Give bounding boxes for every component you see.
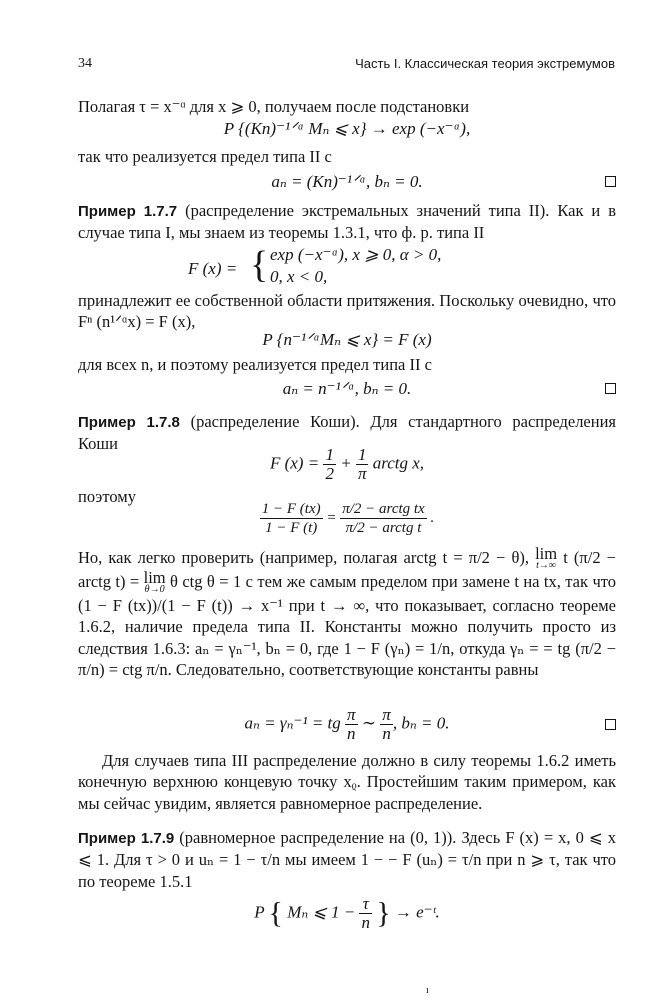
- qed-box: [605, 176, 616, 187]
- arctg-term: arctg x,: [372, 453, 425, 473]
- denominator: 2: [325, 464, 334, 483]
- stray-mark: ı: [426, 985, 429, 996]
- proof-text-b: t (π/2 − arctg t) =: [78, 548, 616, 591]
- uniform-rhs: → e⁻ᵗ.: [394, 902, 440, 922]
- paragraph-all-n: для всех n, и поэтому реализуется предел типа II с: [78, 355, 432, 374]
- formula-cauchy-constants: [78, 706, 616, 743]
- qed-box: [605, 383, 616, 394]
- example-text: (равномерное распределение на (0, 1)). Здесь F (x) = x, 0 ⩽ x ⩽ 1. Для τ > 0 и uₙ = 1 − τ/n мы имеем 1 − − F (uₙ) = τ/n при n ⩾ τ, так что по теореме 1.5.1: [78, 828, 616, 891]
- cdf-case-2: 0, x < 0,: [270, 267, 328, 286]
- lim-subscript: t→∞: [536, 560, 557, 571]
- qed-box: [605, 719, 616, 730]
- left-brace: {: [268, 896, 283, 930]
- equals-sign: =: [326, 509, 337, 526]
- numerator: π/2 − arctg tx: [342, 501, 425, 517]
- numerator: 1: [356, 446, 369, 465]
- formula-cauchy-cdf: [78, 446, 616, 483]
- limit-t-infinity: [535, 544, 558, 571]
- paragraph-intro: Полагая τ = x⁻ᵅ для x ⩾ 0, получаем после подстановки: [78, 97, 470, 116]
- cdf-case-1: exp (−x⁻ᵅ), x ⩾ 0, α > 0,: [270, 245, 442, 264]
- example-1-7-9: [78, 827, 616, 892]
- constants-lhs: aₙ = γₙ⁻¹ = tg: [244, 713, 341, 733]
- numerator: 1: [325, 445, 334, 464]
- denominator: π/2 − arctg t: [345, 520, 422, 536]
- lim-label: lim: [143, 568, 166, 587]
- proof-text-a: Но, как легко проверить (например, полагая arctg t = π/2 − θ),: [78, 548, 529, 567]
- example-1-7-7: [78, 200, 616, 244]
- fraction-pi-over-n-2: [380, 706, 393, 743]
- left-brace: {: [250, 244, 269, 286]
- asymptotic-sign: ∼: [361, 713, 377, 733]
- plus-sign: +: [340, 453, 352, 473]
- denominator: 1 − F (t): [265, 520, 318, 536]
- paragraph-limit-type2: так что реализуется предел типа II с: [78, 147, 332, 166]
- constants-rhs: , bₙ = 0.: [392, 713, 450, 733]
- formula-limit-distribution: P {(Kn)⁻¹ᐟᵅ Mₙ ⩽ x} → exp (−x⁻ᵅ),: [223, 119, 471, 138]
- numerator: π: [347, 705, 356, 724]
- example-label: Пример 1.7.9: [78, 830, 175, 847]
- limit-theta-zero: [143, 568, 166, 595]
- fraction-one-over-pi: [356, 446, 369, 483]
- denominator: n: [361, 913, 370, 932]
- lim-subscript: θ→0: [144, 584, 165, 595]
- paragraph-therefore: поэтому: [78, 487, 136, 506]
- proof-text-c: θ ctg θ = 1 с тем же самым пределом при замене t на tx, так что (1 − F (tx))/(1 − F (t)) → x⁻¹ при t → ∞, что показывает, согласно теореме 1.6.2, наличие предела типа II. Константы можно получить просто из следствия 1.6.3: aₙ = γₙ⁻¹, bₙ = 0, где 1 − F (γₙ) = 1/n, откуда γₙ = = tg (π/2 − π/n) = ctg π/n. Следовательно, соответствующие константы равны: [78, 572, 616, 679]
- example-label: Пример 1.7.8: [78, 414, 180, 431]
- fraction-tail-ratio: [260, 500, 323, 537]
- example-text: (распределение экстремальных значений типа II). Как и в случае типа I, мы знаем из теоремы 1.3.1, что ф. р. типа II: [78, 201, 617, 243]
- formula-tail-ratio: [78, 500, 616, 537]
- formula-constants-2: aₙ = n⁻¹ᐟᵅ, bₙ = 0.: [282, 379, 412, 398]
- uniform-lhs: Mₙ ⩽ 1 −: [287, 902, 356, 922]
- denominator: π: [357, 464, 367, 483]
- formula-uniform-limit: [78, 895, 616, 932]
- paragraph-domain-attraction: принадлежит ее собственной области притяжения. Поскольку очевидно, что Fⁿ (n¹ᐟᵅx) = F (x),: [78, 291, 616, 332]
- numerator: π: [382, 705, 391, 724]
- numerator: 1 − F (tx): [261, 501, 321, 517]
- cdf-lhs: F (x) =: [269, 453, 320, 473]
- formula-constants-1: aₙ = (Kn)⁻¹ᐟᵅ, bₙ = 0.: [271, 172, 423, 191]
- running-head: Часть I. Классическая теория экстремумов: [355, 56, 615, 71]
- fraction-pi-over-n: [345, 706, 358, 743]
- fraction-half: [323, 446, 336, 483]
- denominator: n: [347, 724, 356, 743]
- numerator: τ: [359, 895, 372, 914]
- fraction-tau-over-n: [359, 895, 372, 932]
- fraction-arctg-ratio: [340, 500, 427, 537]
- denominator: n: [382, 724, 391, 743]
- paragraph-cauchy-proof: [78, 544, 616, 680]
- cdf-lhs: F (x) =: [188, 259, 238, 278]
- example-label: Пример 1.7.7: [78, 203, 178, 220]
- right-brace: }: [376, 896, 391, 930]
- prob-symbol: P: [254, 902, 265, 922]
- page-number: 34: [78, 56, 92, 71]
- example-text: (распределение Коши). Для стандартного распределения Коши: [78, 412, 617, 454]
- formula-max-stable: P {n⁻¹ᐟᵅMₙ ⩽ x} = F (x): [262, 330, 432, 349]
- paragraph-type3: Для случаев типа III распределение должно в силу теоремы 1.6.2 иметь конечную верхнюю концевую точку xᵨ. Простейшим таким примером, как мы сейчас увидим, является равномерное распределение.: [78, 751, 616, 813]
- period: .: [430, 509, 435, 526]
- lim-label: lim: [535, 544, 558, 563]
